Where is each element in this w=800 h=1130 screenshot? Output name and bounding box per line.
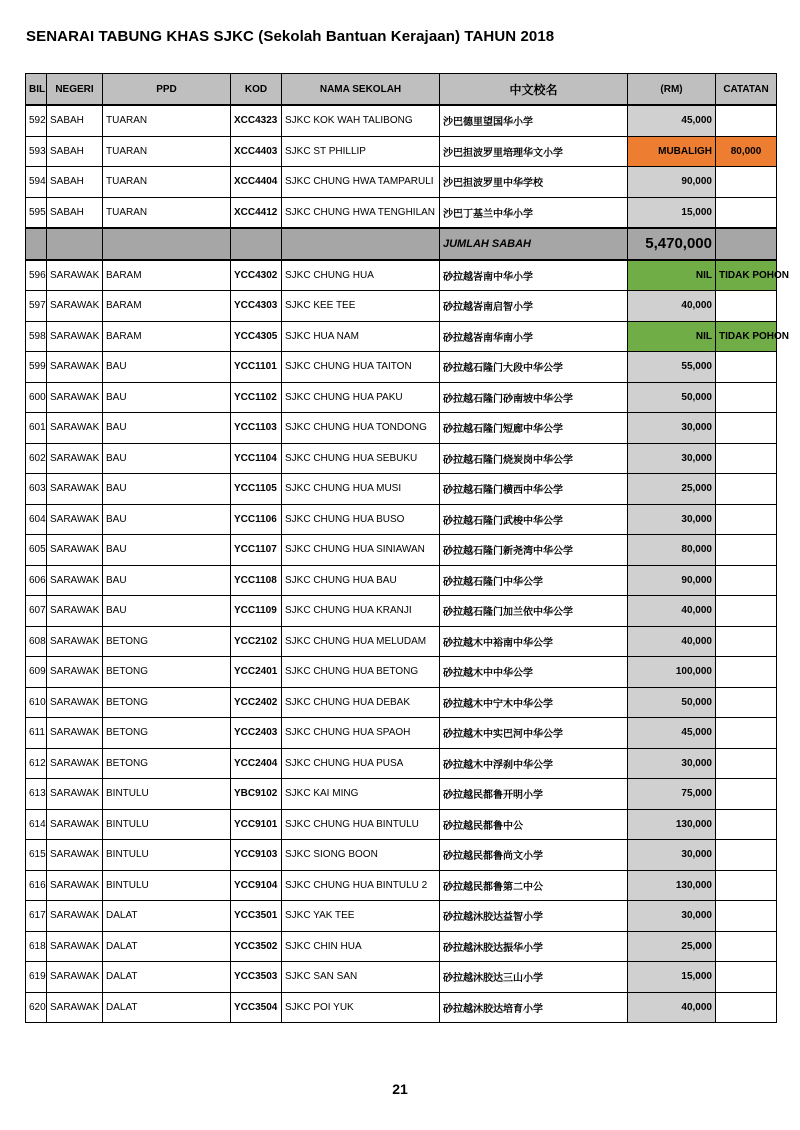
negeri-cell: SABAH [47,105,103,136]
school-name-cell: SJKC CHUNG HUA MUSI [282,474,440,505]
amount-cell: 75,000 [628,779,716,810]
kod-cell: YCC9103 [231,840,282,871]
negeri-cell: SARAWAK [47,474,103,505]
chinese-name-cell: 砂拉越石隆门砂南坡中华公学 [440,382,628,413]
catatan-cell [716,779,777,810]
amount-cell: 55,000 [628,352,716,383]
kod-cell: YCC1101 [231,352,282,383]
ppd-cell: DALAT [103,931,231,962]
chinese-name-cell: 砂拉越木中浮刹中华公学 [440,748,628,779]
negeri-cell: SABAH [47,197,103,228]
kod-cell: YCC1104 [231,443,282,474]
negeri-cell: SARAWAK [47,535,103,566]
ppd-cell: BAU [103,474,231,505]
chinese-name-cell: 砂拉越石隆门短廊中华公学 [440,413,628,444]
bil-cell: 601 [26,413,47,444]
amount-cell: 100,000 [628,657,716,688]
col-header-negeri: NEGERI [47,74,103,106]
col-header-kod: KOD [231,74,282,106]
chinese-name-cell: 砂拉越民都鲁第二中公 [440,870,628,901]
school-name-cell: SJKC YAK TEE [282,901,440,932]
negeri-cell: SARAWAK [47,809,103,840]
bil-cell: 603 [26,474,47,505]
kod-cell: XCC4323 [231,105,282,136]
amount-cell: 40,000 [628,992,716,1023]
catatan-cell [716,382,777,413]
kod-cell: YCC1109 [231,596,282,627]
bil-cell: 597 [26,291,47,322]
bil-cell: 592 [26,105,47,136]
amount-cell: 130,000 [628,870,716,901]
amount-cell: 15,000 [628,197,716,228]
table-row [26,931,777,962]
col-header-ppd: PPD [103,74,231,106]
bil-cell: 594 [26,167,47,198]
catatan-cell [716,443,777,474]
table-row [26,474,777,505]
total-cell-empty [47,228,103,260]
bil-cell: 611 [26,718,47,749]
kod-cell: YBC9102 [231,779,282,810]
catatan-cell [716,962,777,993]
bil-cell: 615 [26,840,47,871]
school-name-cell: SJKC POI YUK [282,992,440,1023]
ppd-cell: TUARAN [103,136,231,167]
table-row [26,901,777,932]
amount-cell: 90,000 [628,167,716,198]
total-value: 5,470,000 [628,228,716,260]
ppd-cell: TUARAN [103,105,231,136]
ppd-cell: BAU [103,504,231,535]
negeri-cell: SABAH [47,136,103,167]
school-fund-table [25,73,789,1023]
amount-cell: 80,000 [628,535,716,566]
school-name-cell: SJKC HUA NAM [282,321,440,352]
kod-cell: YCC2102 [231,626,282,657]
school-name-cell: SJKC CHUNG HUA KRANJI [282,596,440,627]
total-cell-empty [716,228,777,260]
col-header-bil: BIL [26,74,47,106]
chinese-name-cell: 砂拉越沐胶达益智小学 [440,901,628,932]
ppd-cell: BAU [103,596,231,627]
bil-cell: 606 [26,565,47,596]
catatan-cell [716,718,777,749]
catatan-cell [716,352,777,383]
negeri-cell: SARAWAK [47,962,103,993]
ppd-cell: BAU [103,443,231,474]
kod-cell: YCC1106 [231,504,282,535]
negeri-cell: SARAWAK [47,352,103,383]
table-row [26,779,777,810]
kod-cell: YCC1105 [231,474,282,505]
school-name-cell: SJKC CHUNG HUA SPAOH [282,718,440,749]
kod-cell: YCC1107 [231,535,282,566]
school-name-cell: SJKC CHUNG HUA SINIAWAN [282,535,440,566]
school-name-cell: SJKC CHUNG HWA TAMPARULI [282,167,440,198]
amount-cell: 50,000 [628,382,716,413]
school-name-cell: SJKC CHUNG HUA PAKU [282,382,440,413]
catatan-cell [716,901,777,932]
total-cell-empty [103,228,231,260]
chinese-name-cell: 砂拉越石隆门加兰依中华公学 [440,596,628,627]
ppd-cell: BARAM [103,291,231,322]
negeri-cell: SABAH [47,167,103,198]
col-header-catatan: CATATAN [716,74,777,106]
catatan-cell: TIDAK POHON [716,260,777,291]
school-name-cell: SJKC CHUNG HUA MELUDAM [282,626,440,657]
table-row [26,596,777,627]
ppd-cell: BAU [103,352,231,383]
negeri-cell: SARAWAK [47,382,103,413]
kod-cell: XCC4403 [231,136,282,167]
negeri-cell: SARAWAK [47,718,103,749]
bil-cell: 604 [26,504,47,535]
chinese-name-cell: 沙巴德里望国华小学 [440,105,628,136]
table-row [26,413,777,444]
school-name-cell: SJKC KOK WAH TALIBONG [282,105,440,136]
amount-cell: 30,000 [628,504,716,535]
ppd-cell: BETONG [103,626,231,657]
school-name-cell: SJKC CHUNG HWA TENGHILAN [282,197,440,228]
amount-cell: 25,000 [628,474,716,505]
catatan-cell [716,596,777,627]
amount-cell: 40,000 [628,596,716,627]
bil-cell: 600 [26,382,47,413]
table-row [26,657,777,688]
chinese-name-cell: 砂拉越木中裕南中华公学 [440,626,628,657]
amount-cell: 40,000 [628,291,716,322]
table-row [26,105,777,136]
catatan-cell [716,474,777,505]
kod-cell: YCC2401 [231,657,282,688]
amount-cell: 130,000 [628,809,716,840]
school-name-cell: SJKC CHUNG HUA TONDONG [282,413,440,444]
negeri-cell: SARAWAK [47,321,103,352]
ppd-cell: BETONG [103,687,231,718]
table-row [26,565,777,596]
kod-cell: XCC4404 [231,167,282,198]
kod-cell: YCC2402 [231,687,282,718]
amount-cell: MUBALIGH [628,136,716,167]
school-name-cell: SJKC CHUNG HUA BETONG [282,657,440,688]
chinese-name-cell: 砂拉越石隆门横西中华公学 [440,474,628,505]
chinese-name-cell: 砂拉越沐胶达三山小学 [440,962,628,993]
catatan-cell [716,809,777,840]
table-row [26,321,777,352]
page-title: SENARAI TABUNG KHAS SJKC (Sekolah Bantuan Kerajaan) TAHUN 2018 [26,28,555,45]
bil-cell: 598 [26,321,47,352]
bil-cell: 613 [26,779,47,810]
school-name-cell: SJKC SIONG BOON [282,840,440,871]
col-header-rm: (RM) [628,74,716,106]
negeri-cell: SARAWAK [47,870,103,901]
chinese-name-cell: 砂拉越木中中华公学 [440,657,628,688]
chinese-name-cell: 沙巴担波罗里培理华文小学 [440,136,628,167]
ppd-cell: BETONG [103,718,231,749]
sarawak-rows [26,260,789,1023]
table-row [26,197,777,228]
school-name-cell: SJKC ST PHILLIP [282,136,440,167]
school-name-cell: SJKC CHUNG HUA BAU [282,565,440,596]
kod-cell: YCC3502 [231,931,282,962]
ppd-cell: TUARAN [103,167,231,198]
bil-cell: 617 [26,901,47,932]
negeri-cell: SARAWAK [47,565,103,596]
school-name-cell: SJKC KAI MING [282,779,440,810]
total-cell-empty [282,228,440,260]
amount-cell: 90,000 [628,565,716,596]
table-row [26,443,777,474]
kod-cell: YCC9104 [231,870,282,901]
kod-cell: YCC4305 [231,321,282,352]
school-name-cell: SJKC CHUNG HUA TAITON [282,352,440,383]
bil-cell: 620 [26,992,47,1023]
amount-cell: 40,000 [628,626,716,657]
chinese-name-cell: 砂拉越民都鲁开明小学 [440,779,628,810]
total-row-sabah [26,228,777,260]
bil-cell: 609 [26,657,47,688]
catatan-cell [716,992,777,1023]
amount-cell: 50,000 [628,687,716,718]
table-row [26,167,777,198]
table-row [26,809,777,840]
chinese-name-cell: 砂拉越石隆门中华公学 [440,565,628,596]
chinese-name-cell: 砂拉越石隆门大段中华公学 [440,352,628,383]
bil-cell: 619 [26,962,47,993]
kod-cell: YCC3503 [231,962,282,993]
catatan-cell [716,504,777,535]
kod-cell: YCC3501 [231,901,282,932]
amount-cell: 25,000 [628,931,716,962]
chinese-name-cell: 砂拉越峇南中华小学 [440,260,628,291]
negeri-cell: SARAWAK [47,840,103,871]
catatan-cell [716,105,777,136]
school-name-cell: SJKC CHUNG HUA BINTULU [282,809,440,840]
chinese-name-cell: 砂拉越石隆门新尧湾中华公学 [440,535,628,566]
sabah-rows [26,105,777,228]
catatan-cell [716,687,777,718]
catatan-cell [716,197,777,228]
negeri-cell: SARAWAK [47,931,103,962]
table-header-row [26,74,777,106]
kod-cell: XCC4412 [231,197,282,228]
amount-cell: NIL [628,260,716,291]
table-row [26,718,777,749]
catatan-cell [716,291,777,322]
negeri-cell: SARAWAK [47,687,103,718]
ppd-cell: BAU [103,382,231,413]
amount-cell: 30,000 [628,901,716,932]
catatan-cell [716,870,777,901]
ppd-cell: BAU [103,535,231,566]
ppd-cell: TUARAN [103,197,231,228]
table-row [26,870,777,901]
bil-cell: 614 [26,809,47,840]
amount-cell: 45,000 [628,105,716,136]
ppd-cell: BARAM [103,260,231,291]
bil-cell: 595 [26,197,47,228]
school-name-cell: SJKC CHUNG HUA SEBUKU [282,443,440,474]
ppd-cell: BINTULU [103,809,231,840]
negeri-cell: SARAWAK [47,291,103,322]
negeri-cell: SARAWAK [47,992,103,1023]
table-row [26,260,777,291]
bil-cell: 608 [26,626,47,657]
school-name-cell: SJKC CHIN HUA [282,931,440,962]
catatan-cell [716,931,777,962]
page-number: 21 [392,1081,408,1097]
catatan-cell [716,840,777,871]
catatan-cell: TIDAK POHON [716,321,777,352]
school-name-cell: SJKC SAN SAN [282,962,440,993]
total-section [26,228,777,260]
amount-cell: 15,000 [628,962,716,993]
ppd-cell: BARAM [103,321,231,352]
table-row [26,382,777,413]
catatan-cell [716,748,777,779]
table-row [26,504,777,535]
negeri-cell: SARAWAK [47,413,103,444]
kod-cell: YCC3504 [231,992,282,1023]
bil-cell: 618 [26,931,47,962]
bil-cell: 593 [26,136,47,167]
chinese-name-cell: 砂拉越石隆门烧炭岗中华公学 [440,443,628,474]
ppd-cell: BAU [103,565,231,596]
kod-cell: YCC1103 [231,413,282,444]
ppd-cell: DALAT [103,962,231,993]
negeri-cell: SARAWAK [47,626,103,657]
school-name-cell: SJKC CHUNG HUA BINTULU 2 [282,870,440,901]
table-row [26,136,777,167]
ppd-cell: BETONG [103,748,231,779]
ppd-cell: BINTULU [103,870,231,901]
ppd-cell: BAU [103,413,231,444]
negeri-cell: SARAWAK [47,779,103,810]
kod-cell: YCC4303 [231,291,282,322]
chinese-name-cell: 砂拉越沐胶达培育小学 [440,992,628,1023]
negeri-cell: SARAWAK [47,443,103,474]
chinese-name-cell: 砂拉越峇南华南小学 [440,321,628,352]
ppd-cell: DALAT [103,901,231,932]
chinese-name-cell: 砂拉越民都鲁尚文小学 [440,840,628,871]
table-row [26,748,777,779]
ppd-cell: BINTULU [103,840,231,871]
negeri-cell: SARAWAK [47,504,103,535]
bil-cell: 602 [26,443,47,474]
col-header-nama-sekolah: NAMA SEKOLAH [282,74,440,106]
total-cell-empty [26,228,47,260]
chinese-name-cell: 砂拉越木中实巴河中华公学 [440,718,628,749]
ppd-cell: DALAT [103,992,231,1023]
bil-cell: 616 [26,870,47,901]
kod-cell: YCC9101 [231,809,282,840]
catatan-cell [716,535,777,566]
amount-cell: 45,000 [628,718,716,749]
negeri-cell: SARAWAK [47,748,103,779]
negeri-cell: SARAWAK [47,657,103,688]
school-name-cell: SJKC CHUNG HUA PUSA [282,748,440,779]
chinese-name-cell: 砂拉越石隆门武梭中华公学 [440,504,628,535]
table-row [26,962,777,993]
kod-cell: YCC4302 [231,260,282,291]
catatan-cell [716,657,777,688]
table-row [26,291,777,322]
ppd-cell: BINTULU [103,779,231,810]
chinese-name-cell: 砂拉越民都鲁中公 [440,809,628,840]
catatan-cell [716,167,777,198]
chinese-name-cell: 砂拉越峇南启智小学 [440,291,628,322]
total-cell-empty [231,228,282,260]
kod-cell: YCC2404 [231,748,282,779]
amount-cell: NIL [628,321,716,352]
school-name-cell: SJKC CHUNG HUA DEBAK [282,687,440,718]
ppd-cell: BETONG [103,657,231,688]
negeri-cell: SARAWAK [47,260,103,291]
school-name-cell: SJKC CHUNG HUA [282,260,440,291]
bil-cell: 607 [26,596,47,627]
table-row [26,352,777,383]
school-name-cell: SJKC KEE TEE [282,291,440,322]
col-header-chinese-name: 中文校名 [440,74,628,106]
chinese-name-cell: 沙巴丁基兰中华小学 [440,197,628,228]
table-row [26,535,777,566]
bil-cell: 612 [26,748,47,779]
catatan-cell [716,413,777,444]
negeri-cell: SARAWAK [47,901,103,932]
school-name-cell: SJKC CHUNG HUA BUSO [282,504,440,535]
table-row [26,840,777,871]
catatan-cell [716,565,777,596]
table-row [26,992,777,1023]
bil-cell: 596 [26,260,47,291]
amount-cell: 30,000 [628,840,716,871]
kod-cell: YCC1108 [231,565,282,596]
amount-cell: 30,000 [628,413,716,444]
negeri-cell: SARAWAK [47,596,103,627]
amount-cell: 30,000 [628,443,716,474]
table-row [26,687,777,718]
bil-cell: 599 [26,352,47,383]
chinese-name-cell: 砂拉越木中宁木中华公学 [440,687,628,718]
catatan-cell [716,626,777,657]
amount-cell: 30,000 [628,748,716,779]
kod-cell: YCC2403 [231,718,282,749]
bil-cell: 610 [26,687,47,718]
bil-cell: 605 [26,535,47,566]
kod-cell: YCC1102 [231,382,282,413]
table-row [26,626,777,657]
chinese-name-cell: 砂拉越沐胶达振华小学 [440,931,628,962]
catatan-cell: 80,000 [716,136,777,167]
chinese-name-cell: 沙巴担波罗里中华学校 [440,167,628,198]
total-label: JUMLAH SABAH [440,228,628,260]
